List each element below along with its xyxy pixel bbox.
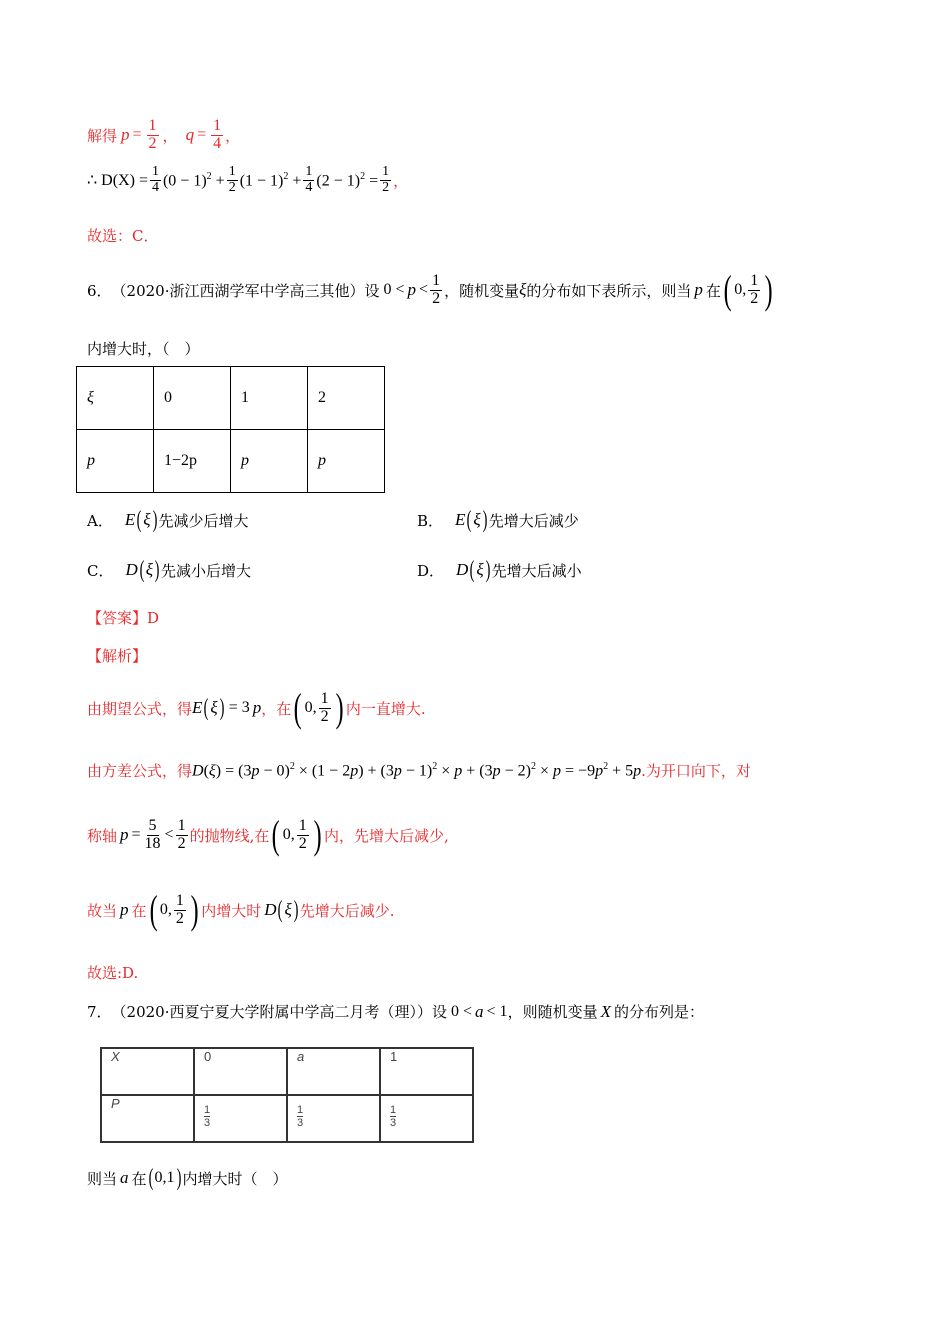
q6-step-expectation: 由期望公式，得 E ( ξ ) = 3 p ，在 ( 0, $\frac{1}{2}$ ) 内一直增大. bbox=[87, 685, 426, 730]
table-cell: $\frac{1}{3}$ bbox=[380, 1095, 473, 1142]
table-cell: 0 bbox=[194, 1048, 287, 1095]
table-cell: P bbox=[101, 1095, 194, 1142]
q6-stem-line1: 6． （2020·浙江西湖学军中学高三其他）设 0 < p < $\frac{1}{2}$ ，随机变量 ξ 的分布如下表所示，则当 p 在 ( 0, $\frac{1}{2}$ ) bbox=[87, 267, 773, 312]
q6-distribution-table bbox=[76, 366, 385, 493]
p-fraction: $\frac{1}{2}$ bbox=[148, 117, 157, 152]
table-cell: 1 bbox=[231, 367, 308, 430]
table-row bbox=[77, 367, 385, 430]
table-cell: p bbox=[308, 430, 385, 493]
solution-choose: 故选：C． bbox=[87, 227, 159, 245]
table-cell: 1 bbox=[380, 1048, 473, 1095]
q6-option-d[interactable]: D． D ( ξ ) 先增大后减小 bbox=[417, 557, 582, 583]
table-cell: p bbox=[77, 430, 154, 493]
q6-answer: 【答案】D bbox=[87, 609, 160, 627]
q6-analysis-label: 【解析】 bbox=[87, 647, 148, 665]
q-fraction: $\frac{1}{4}$ bbox=[213, 117, 222, 152]
q6-stem-line2: 内增大时，（ ） bbox=[87, 340, 200, 358]
table-row bbox=[101, 1095, 473, 1142]
q6-option-c[interactable]: C． D ( ξ ) 先减小后增大 bbox=[87, 557, 252, 583]
q7-number: 7． bbox=[87, 1003, 112, 1021]
table-cell: a bbox=[287, 1048, 380, 1095]
table-cell: $\frac{1}{3}$ bbox=[287, 1095, 380, 1142]
solution-line-solve: 解得 p = $\frac{1}{2}$ ， q = $\frac{1}{4}$ ， bbox=[87, 117, 241, 152]
q7-question-line: 则当 a 在 ( 0,1 ) 内增大时（ ） bbox=[87, 1165, 288, 1191]
q6-choose: 故选:D. bbox=[87, 964, 139, 982]
q6-step-axis: 称轴 p = $\frac{5}{18}$ < $\frac{1}{2}$ 的抛物线,在 ( 0, $\frac{1}{2}$ ) 内，先增大后减少, bbox=[87, 812, 449, 857]
table-cell: $\frac{1}{3}$ bbox=[194, 1095, 287, 1142]
q6-option-a[interactable]: A． E ( ξ ) 先减少后增大 bbox=[87, 507, 249, 533]
table-cell: X bbox=[101, 1048, 194, 1095]
q6-step-conclusion: 故当 p 在 ( 0, $\frac{1}{2}$ ) 内增大时 D ( ξ ) 先增大后减少. bbox=[87, 887, 395, 932]
table-cell: p bbox=[231, 430, 308, 493]
table-row bbox=[77, 430, 385, 493]
table-cell: 1−2p bbox=[154, 430, 231, 493]
variance-lhs: ∴ D(X) = bbox=[87, 172, 148, 190]
q6-number: 6． bbox=[87, 281, 112, 300]
solution-line-variance: ∴ D(X) = $\frac{1}{4}$ $(0 - 1)^2$ + $\frac{1}{2}$ $(1 - 1)^2$ + $\frac{1}{4}$ $(2 - 1)^2$ = $\frac{1}{2}$ ， bbox=[87, 164, 409, 195]
q6-option-b[interactable]: B． E ( ξ ) 先增大后减少 bbox=[417, 507, 579, 533]
solve-prefix: 解得 bbox=[87, 126, 118, 145]
table-cell: 2 bbox=[308, 367, 385, 430]
q7-stem: 7． （2020·西夏宁夏大学附属中学高二月考（理））设 0 < a < 1 ，则随机变量 X 的分布列是： bbox=[87, 1001, 704, 1021]
q6-source: （2020·浙江西湖学军中学高三其他）设 bbox=[111, 281, 380, 300]
table-cell: ξ bbox=[77, 367, 154, 430]
q7-source: （2020·西夏宁夏大学附属中学高二月考（理））设 bbox=[111, 1003, 447, 1021]
q7-distribution-table bbox=[100, 1047, 474, 1143]
table-cell: 0 bbox=[154, 367, 231, 430]
q6-step-variance: 由方差公式，得 $D(\xi) = (3p - 0)^2 \times (1 - 2p) + (3p - 1)^2 \times p + (3p - 2)^2 \times p = -9p^2 + 5p$ .为开口向下，对 bbox=[87, 760, 751, 780]
table-row bbox=[101, 1048, 473, 1095]
